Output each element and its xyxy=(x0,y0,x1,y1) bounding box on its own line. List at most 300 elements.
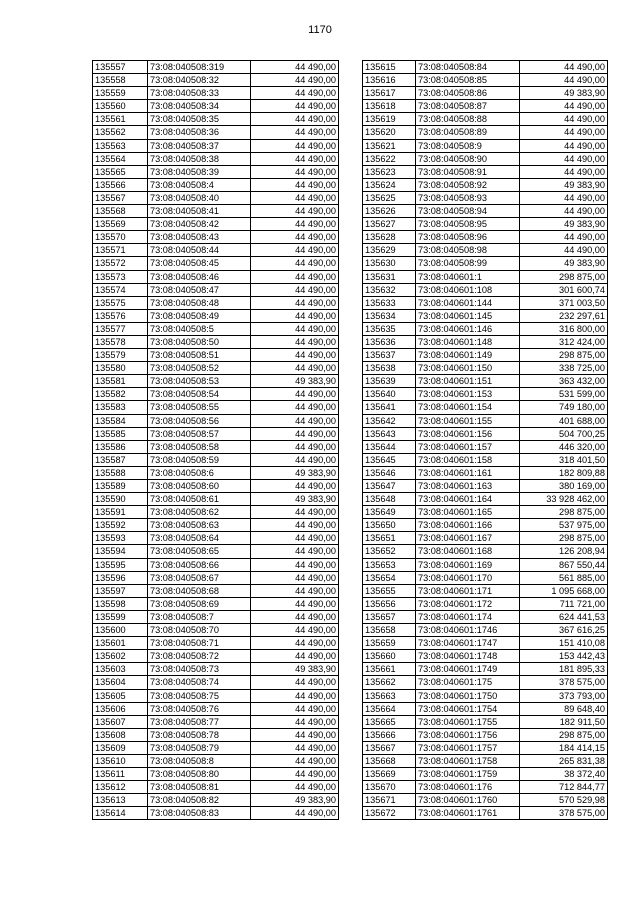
value-cell: 44 490,00 xyxy=(520,165,608,178)
value-cell: 298 875,00 xyxy=(520,532,608,545)
value-cell: 182 911,50 xyxy=(520,715,608,728)
cadastral-number-cell: 73:08:040508:47 xyxy=(148,283,251,296)
cadastral-number-cell: 73:08:040508:56 xyxy=(148,414,251,427)
cadastral-number-cell: 73:08:040601:174 xyxy=(416,610,520,623)
table-row xyxy=(93,349,339,362)
cadastral-number-cell: 73:08:040601:1746 xyxy=(416,624,520,637)
row-number-cell: 135576 xyxy=(93,309,148,322)
table-row xyxy=(93,296,339,309)
cadastral-number-cell: 73:08:040601:1755 xyxy=(416,715,520,728)
cadastral-number-cell: 73:08:040508:87 xyxy=(416,100,520,113)
table-row xyxy=(93,388,339,401)
cadastral-number-cell: 73:08:040508:6 xyxy=(148,466,251,479)
value-cell: 44 490,00 xyxy=(251,218,339,231)
value-cell: 44 490,00 xyxy=(251,414,339,427)
value-cell: 867 550,44 xyxy=(520,558,608,571)
row-number-cell: 135616 xyxy=(363,74,416,87)
row-number-cell: 135614 xyxy=(93,807,148,820)
row-number-cell: 135588 xyxy=(93,466,148,479)
cadastral-number-cell: 73:08:040508:95 xyxy=(416,218,520,231)
value-cell: 44 490,00 xyxy=(251,270,339,283)
table-row xyxy=(363,440,608,453)
cadastral-number-cell: 73:08:040508:93 xyxy=(416,191,520,204)
cadastral-number-cell: 73:08:040601:1756 xyxy=(416,728,520,741)
row-number-cell: 135628 xyxy=(363,231,416,244)
value-cell: 44 490,00 xyxy=(520,139,608,152)
row-number-cell: 135623 xyxy=(363,165,416,178)
row-number-cell: 135575 xyxy=(93,296,148,309)
cadastral-number-cell: 73:08:040508:88 xyxy=(416,113,520,126)
row-number-cell: 135669 xyxy=(363,768,416,781)
table-row xyxy=(93,283,339,296)
table-row xyxy=(93,139,339,152)
table-row xyxy=(363,388,608,401)
cadastral-number-cell: 73:08:040508:44 xyxy=(148,244,251,257)
cadastral-number-cell: 73:08:040601:164 xyxy=(416,493,520,506)
row-number-cell: 135671 xyxy=(363,794,416,807)
row-number-cell: 135603 xyxy=(93,663,148,676)
table-row xyxy=(93,702,339,715)
table-row xyxy=(363,466,608,479)
cadastral-number-cell: 73:08:040601:176 xyxy=(416,781,520,794)
table-row xyxy=(93,165,339,178)
table-row xyxy=(363,741,608,754)
table-row xyxy=(93,532,339,545)
table-row xyxy=(93,597,339,610)
table-row xyxy=(93,205,339,218)
cadastral-number-cell: 73:08:040601:108 xyxy=(416,283,520,296)
cadastral-number-cell: 73:08:040601:1759 xyxy=(416,768,520,781)
table-row xyxy=(363,545,608,558)
table-row xyxy=(93,191,339,204)
cadastral-number-cell: 73:08:040508:78 xyxy=(148,728,251,741)
cadastral-number-cell: 73:08:040508:83 xyxy=(148,807,251,820)
row-number-cell: 135663 xyxy=(363,689,416,702)
cadastral-number-cell: 73:08:040508:71 xyxy=(148,637,251,650)
table-row xyxy=(93,650,339,663)
value-cell: 44 490,00 xyxy=(251,401,339,414)
value-cell: 44 490,00 xyxy=(251,650,339,663)
table-row xyxy=(363,322,608,335)
row-number-cell: 135564 xyxy=(93,152,148,165)
value-cell: 44 490,00 xyxy=(251,244,339,257)
row-number-cell: 135639 xyxy=(363,375,416,388)
cadastral-number-cell: 73:08:040508:73 xyxy=(148,663,251,676)
table-row xyxy=(93,728,339,741)
cadastral-number-cell: 73:08:040508:86 xyxy=(416,87,520,100)
row-number-cell: 135672 xyxy=(363,807,416,820)
value-cell: 44 490,00 xyxy=(251,781,339,794)
table-row xyxy=(363,178,608,191)
row-number-cell: 135652 xyxy=(363,545,416,558)
value-cell: 44 490,00 xyxy=(251,506,339,519)
value-cell: 44 490,00 xyxy=(251,100,339,113)
value-cell: 44 490,00 xyxy=(251,113,339,126)
value-cell: 44 490,00 xyxy=(251,480,339,493)
value-cell: 44 490,00 xyxy=(251,637,339,650)
row-number-cell: 135589 xyxy=(93,480,148,493)
value-cell: 44 490,00 xyxy=(251,702,339,715)
row-number-cell: 135581 xyxy=(93,375,148,388)
table-row xyxy=(93,637,339,650)
cadastral-number-cell: 73:08:040508:46 xyxy=(148,270,251,283)
cadastral-number-cell: 73:08:040601:166 xyxy=(416,519,520,532)
value-cell: 44 490,00 xyxy=(251,597,339,610)
registry-table-left xyxy=(92,60,339,820)
table-row xyxy=(93,375,339,388)
table-row xyxy=(93,126,339,139)
table-row xyxy=(93,480,339,493)
cadastral-number-cell: 73:08:040601:1749 xyxy=(416,663,520,676)
value-cell: 44 490,00 xyxy=(251,178,339,191)
cadastral-number-cell: 73:08:040601:153 xyxy=(416,388,520,401)
cadastral-number-cell: 73:08:040601:146 xyxy=(416,322,520,335)
value-cell: 44 490,00 xyxy=(251,283,339,296)
row-number-cell: 135592 xyxy=(93,519,148,532)
value-cell: 151 410,08 xyxy=(520,637,608,650)
cadastral-number-cell: 73:08:040508:67 xyxy=(148,571,251,584)
value-cell: 44 490,00 xyxy=(520,126,608,139)
row-number-cell: 135645 xyxy=(363,453,416,466)
cadastral-number-cell: 73:08:040601:1760 xyxy=(416,794,520,807)
value-cell: 181 895,33 xyxy=(520,663,608,676)
value-cell: 44 490,00 xyxy=(251,440,339,453)
value-cell: 44 490,00 xyxy=(251,205,339,218)
value-cell: 44 490,00 xyxy=(251,571,339,584)
row-number-cell: 135605 xyxy=(93,689,148,702)
table-row xyxy=(363,296,608,309)
cadastral-number-cell: 73:08:040508:91 xyxy=(416,165,520,178)
value-cell: 367 616,25 xyxy=(520,624,608,637)
table-row xyxy=(363,231,608,244)
row-number-cell: 135650 xyxy=(363,519,416,532)
value-cell: 49 383,90 xyxy=(251,663,339,676)
table-row xyxy=(363,61,608,74)
row-number-cell: 135670 xyxy=(363,781,416,794)
cadastral-number-cell: 73:08:040508:72 xyxy=(148,650,251,663)
cadastral-number-cell: 73:08:040508:319 xyxy=(148,61,251,74)
row-number-cell: 135608 xyxy=(93,728,148,741)
row-number-cell: 135597 xyxy=(93,584,148,597)
row-number-cell: 135656 xyxy=(363,597,416,610)
row-number-cell: 135659 xyxy=(363,637,416,650)
row-number-cell: 135647 xyxy=(363,480,416,493)
row-number-cell: 135667 xyxy=(363,741,416,754)
cadastral-number-cell: 73:08:040508:42 xyxy=(148,218,251,231)
value-cell: 44 490,00 xyxy=(251,191,339,204)
value-cell: 44 490,00 xyxy=(251,74,339,87)
cadastral-number-cell: 73:08:040508:45 xyxy=(148,257,251,270)
table-row xyxy=(93,571,339,584)
table-row xyxy=(363,532,608,545)
value-cell: 44 490,00 xyxy=(251,139,339,152)
cadastral-number-cell: 73:08:040508:68 xyxy=(148,584,251,597)
row-number-cell: 135615 xyxy=(363,61,416,74)
table-row xyxy=(363,768,608,781)
value-cell: 624 441,53 xyxy=(520,610,608,623)
table-row xyxy=(93,257,339,270)
table-row xyxy=(93,113,339,126)
cadastral-number-cell: 73:08:040508:41 xyxy=(148,205,251,218)
row-number-cell: 135566 xyxy=(93,178,148,191)
value-cell: 44 490,00 xyxy=(251,322,339,335)
cadastral-number-cell: 73:08:040508:75 xyxy=(148,689,251,702)
cadastral-number-cell: 73:08:040508:4 xyxy=(148,178,251,191)
table-row xyxy=(93,335,339,348)
table-row xyxy=(93,466,339,479)
table-row xyxy=(363,283,608,296)
cadastral-number-cell: 73:08:040508:61 xyxy=(148,493,251,506)
cadastral-number-cell: 73:08:040508:64 xyxy=(148,532,251,545)
value-cell: 712 844,77 xyxy=(520,781,608,794)
row-number-cell: 135625 xyxy=(363,191,416,204)
value-cell: 44 490,00 xyxy=(251,558,339,571)
cadastral-number-cell: 73:08:040508:36 xyxy=(148,126,251,139)
table-row xyxy=(93,741,339,754)
cadastral-number-cell: 73:08:040508:85 xyxy=(416,74,520,87)
table-row xyxy=(363,728,608,741)
table-row xyxy=(363,375,608,388)
value-cell: 49 383,90 xyxy=(520,178,608,191)
value-cell: 44 490,00 xyxy=(251,362,339,375)
cadastral-number-cell: 73:08:040508:66 xyxy=(148,558,251,571)
table-row xyxy=(93,244,339,257)
value-cell: 44 490,00 xyxy=(251,715,339,728)
table-row xyxy=(93,794,339,807)
cadastral-number-cell: 73:08:040508:74 xyxy=(148,676,251,689)
cadastral-number-cell: 73:08:040601:149 xyxy=(416,349,520,362)
row-number-cell: 135560 xyxy=(93,100,148,113)
value-cell: 401 688,00 xyxy=(520,414,608,427)
row-number-cell: 135570 xyxy=(93,231,148,244)
table-row xyxy=(363,113,608,126)
table-row xyxy=(93,87,339,100)
cadastral-number-cell: 73:08:040508:62 xyxy=(148,506,251,519)
value-cell: 44 490,00 xyxy=(251,728,339,741)
value-cell: 378 575,00 xyxy=(520,807,608,820)
cadastral-number-cell: 73:08:040601:175 xyxy=(416,676,520,689)
cadastral-number-cell: 73:08:040508:8 xyxy=(148,754,251,767)
value-cell: 44 490,00 xyxy=(251,519,339,532)
cadastral-number-cell: 73:08:040508:99 xyxy=(416,257,520,270)
table-row xyxy=(93,689,339,702)
row-number-cell: 135565 xyxy=(93,165,148,178)
row-number-cell: 135558 xyxy=(93,74,148,87)
row-number-cell: 135637 xyxy=(363,349,416,362)
table-row xyxy=(363,597,608,610)
row-number-cell: 135598 xyxy=(93,597,148,610)
cadastral-number-cell: 73:08:040508:43 xyxy=(148,231,251,244)
table-row xyxy=(363,74,608,87)
table-row xyxy=(363,100,608,113)
value-cell: 44 490,00 xyxy=(520,61,608,74)
cadastral-number-cell: 73:08:040601:1757 xyxy=(416,741,520,754)
table-row xyxy=(363,715,608,728)
row-number-cell: 135653 xyxy=(363,558,416,571)
value-cell: 44 490,00 xyxy=(520,191,608,204)
page-number: 1170 xyxy=(308,24,332,36)
value-cell: 298 875,00 xyxy=(520,506,608,519)
row-number-cell: 135593 xyxy=(93,532,148,545)
cadastral-number-cell: 73:08:040601:169 xyxy=(416,558,520,571)
cadastral-number-cell: 73:08:040601:1758 xyxy=(416,754,520,767)
row-number-cell: 135655 xyxy=(363,584,416,597)
cadastral-number-cell: 73:08:040508:92 xyxy=(416,178,520,191)
cadastral-number-cell: 73:08:040601:158 xyxy=(416,453,520,466)
cadastral-number-cell: 73:08:040508:52 xyxy=(148,362,251,375)
cadastral-number-cell: 73:08:040601:170 xyxy=(416,571,520,584)
value-cell: 265 831,38 xyxy=(520,754,608,767)
cadastral-number-cell: 73:08:040508:69 xyxy=(148,597,251,610)
value-cell: 44 490,00 xyxy=(520,152,608,165)
value-cell: 182 809,88 xyxy=(520,466,608,479)
row-number-cell: 135602 xyxy=(93,650,148,663)
row-number-cell: 135561 xyxy=(93,113,148,126)
table-row xyxy=(363,702,608,715)
value-cell: 153 442,43 xyxy=(520,650,608,663)
cadastral-number-cell: 73:08:040508:77 xyxy=(148,715,251,728)
row-number-cell: 135627 xyxy=(363,218,416,231)
value-cell: 44 490,00 xyxy=(251,231,339,244)
row-number-cell: 135604 xyxy=(93,676,148,689)
table-row xyxy=(93,768,339,781)
row-number-cell: 135590 xyxy=(93,493,148,506)
row-number-cell: 135583 xyxy=(93,401,148,414)
row-number-cell: 135646 xyxy=(363,466,416,479)
row-number-cell: 135574 xyxy=(93,283,148,296)
row-number-cell: 135562 xyxy=(93,126,148,139)
table-row xyxy=(363,414,608,427)
cadastral-number-cell: 73:08:040508:82 xyxy=(148,794,251,807)
row-number-cell: 135599 xyxy=(93,610,148,623)
row-number-cell: 135601 xyxy=(93,637,148,650)
cadastral-number-cell: 73:08:040601:171 xyxy=(416,584,520,597)
value-cell: 298 875,00 xyxy=(520,728,608,741)
value-cell: 380 169,00 xyxy=(520,480,608,493)
row-number-cell: 135626 xyxy=(363,205,416,218)
value-cell: 44 490,00 xyxy=(251,165,339,178)
row-number-cell: 135651 xyxy=(363,532,416,545)
cadastral-number-cell: 73:08:040508:96 xyxy=(416,231,520,244)
value-cell: 126 208,94 xyxy=(520,545,608,558)
value-cell: 298 875,00 xyxy=(520,349,608,362)
value-cell: 531 599,00 xyxy=(520,388,608,401)
row-number-cell: 135630 xyxy=(363,257,416,270)
row-number-cell: 135584 xyxy=(93,414,148,427)
table-row xyxy=(93,100,339,113)
table-row xyxy=(93,493,339,506)
cadastral-number-cell: 73:08:040508:34 xyxy=(148,100,251,113)
row-number-cell: 135606 xyxy=(93,702,148,715)
row-number-cell: 135578 xyxy=(93,335,148,348)
row-number-cell: 135618 xyxy=(363,100,416,113)
row-number-cell: 135572 xyxy=(93,257,148,270)
value-cell: 44 490,00 xyxy=(251,388,339,401)
table-row xyxy=(363,126,608,139)
table-row xyxy=(363,87,608,100)
row-number-cell: 135643 xyxy=(363,427,416,440)
table-row xyxy=(363,257,608,270)
value-cell: 338 725,00 xyxy=(520,362,608,375)
row-number-cell: 135567 xyxy=(93,191,148,204)
value-cell: 89 648,40 xyxy=(520,702,608,715)
cadastral-number-cell: 73:08:040508:39 xyxy=(148,165,251,178)
table-row xyxy=(363,519,608,532)
value-cell: 318 401,50 xyxy=(520,453,608,466)
table-row xyxy=(363,610,608,623)
cadastral-number-cell: 73:08:040601:168 xyxy=(416,545,520,558)
value-cell: 44 490,00 xyxy=(251,741,339,754)
cadastral-number-cell: 73:08:040508:37 xyxy=(148,139,251,152)
row-number-cell: 135579 xyxy=(93,349,148,362)
table-row xyxy=(363,205,608,218)
table-row xyxy=(363,506,608,519)
cadastral-number-cell: 73:08:040601:154 xyxy=(416,401,520,414)
value-cell: 44 490,00 xyxy=(251,689,339,702)
cadastral-number-cell: 73:08:040508:51 xyxy=(148,349,251,362)
value-cell: 44 490,00 xyxy=(520,74,608,87)
value-cell: 49 383,90 xyxy=(251,794,339,807)
row-number-cell: 135619 xyxy=(363,113,416,126)
cadastral-number-cell: 73:08:040508:65 xyxy=(148,545,251,558)
table-row xyxy=(93,152,339,165)
cadastral-number-cell: 73:08:040601:172 xyxy=(416,597,520,610)
value-cell: 44 490,00 xyxy=(251,349,339,362)
table-row xyxy=(363,676,608,689)
cadastral-number-cell: 73:08:040601:163 xyxy=(416,480,520,493)
row-number-cell: 135668 xyxy=(363,754,416,767)
row-number-cell: 135586 xyxy=(93,440,148,453)
table-row xyxy=(363,349,608,362)
row-number-cell: 135607 xyxy=(93,715,148,728)
table-row xyxy=(93,270,339,283)
value-cell: 38 372,40 xyxy=(520,768,608,781)
row-number-cell: 135585 xyxy=(93,427,148,440)
row-number-cell: 135642 xyxy=(363,414,416,427)
table-row xyxy=(93,519,339,532)
row-number-cell: 135658 xyxy=(363,624,416,637)
cadastral-number-cell: 73:08:040508:76 xyxy=(148,702,251,715)
cadastral-number-cell: 73:08:040508:58 xyxy=(148,440,251,453)
row-number-cell: 135649 xyxy=(363,506,416,519)
cadastral-number-cell: 73:08:040508:70 xyxy=(148,624,251,637)
cadastral-number-cell: 73:08:040601:1761 xyxy=(416,807,520,820)
cadastral-number-cell: 73:08:040508:84 xyxy=(416,61,520,74)
value-cell: 44 490,00 xyxy=(251,257,339,270)
value-cell: 44 490,00 xyxy=(251,335,339,348)
table-row xyxy=(93,610,339,623)
value-cell: 49 383,90 xyxy=(251,375,339,388)
value-cell: 373 793,00 xyxy=(520,689,608,702)
cadastral-number-cell: 73:08:040508:54 xyxy=(148,388,251,401)
row-number-cell: 135665 xyxy=(363,715,416,728)
table-row xyxy=(93,584,339,597)
row-number-cell: 135621 xyxy=(363,139,416,152)
cadastral-number-cell: 73:08:040508:9 xyxy=(416,139,520,152)
cadastral-number-cell: 73:08:040508:98 xyxy=(416,244,520,257)
value-cell: 232 297,61 xyxy=(520,309,608,322)
value-cell: 378 575,00 xyxy=(520,676,608,689)
registry-table-left-body xyxy=(93,61,339,820)
value-cell: 44 490,00 xyxy=(520,100,608,113)
cadastral-number-cell: 73:08:040508:40 xyxy=(148,191,251,204)
cadastral-number-cell: 73:08:040508:55 xyxy=(148,401,251,414)
value-cell: 371 003,50 xyxy=(520,296,608,309)
table-row xyxy=(93,401,339,414)
table-row xyxy=(93,807,339,820)
table-row xyxy=(363,558,608,571)
value-cell: 44 490,00 xyxy=(251,61,339,74)
